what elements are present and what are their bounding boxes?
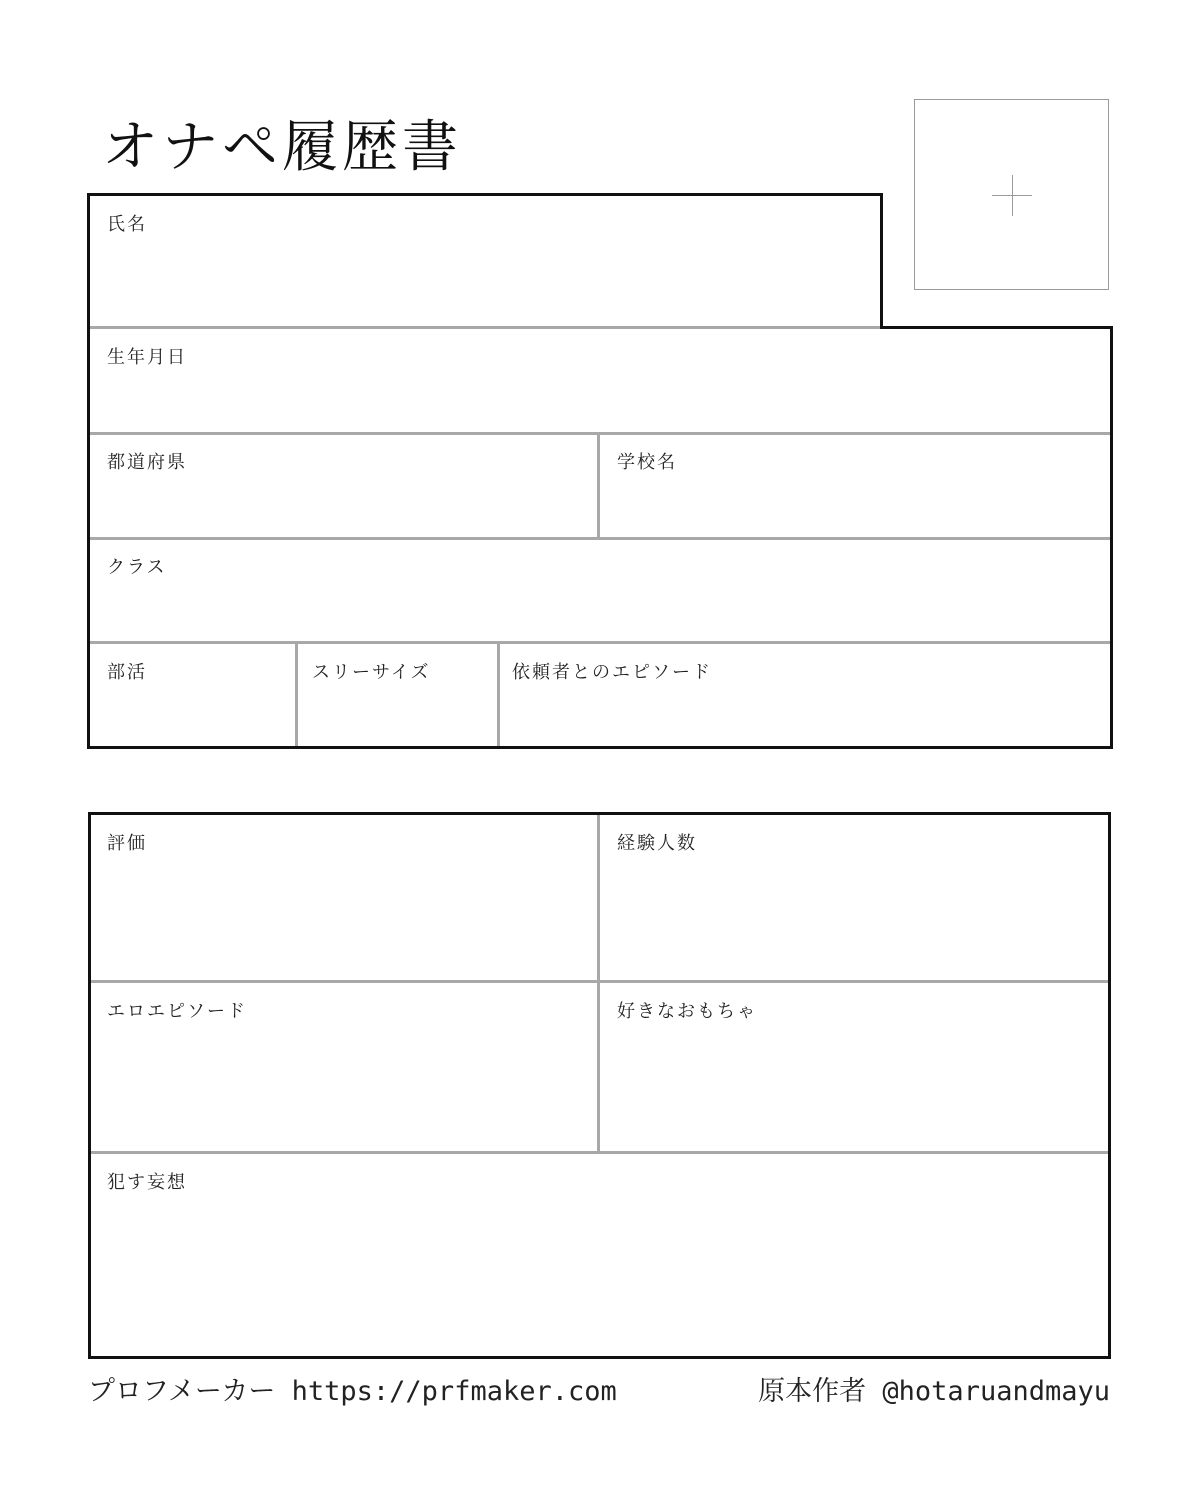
class-field[interactable]	[90, 539, 1110, 642]
fantasy-field[interactable]	[90, 1154, 1108, 1356]
school-label: 学校名	[617, 452, 677, 473]
frame-edge	[880, 193, 883, 329]
ero-episode-label: エロエピソード	[107, 1001, 247, 1022]
favorite-toy-field[interactable]	[600, 983, 1108, 1151]
rating-field[interactable]	[90, 815, 598, 980]
class-label: クラス	[107, 557, 167, 578]
club-field[interactable]	[90, 644, 296, 746]
prefecture-label: 都道府県	[107, 452, 187, 473]
frame-edge	[87, 746, 1113, 749]
divider	[90, 537, 1110, 540]
footer-credit-author: 原本作者 @hotaruandmayu	[758, 1376, 1110, 1407]
client-episode-label: 依頼者とのエピソード	[512, 662, 712, 683]
footer-credit-site: プロフメーカー https://prfmaker.com	[88, 1376, 617, 1407]
plus-icon-vertical	[1012, 175, 1013, 216]
school-field[interactable]	[600, 434, 1110, 537]
birthday-label: 生年月日	[107, 347, 187, 368]
frame-edge	[1108, 812, 1111, 1359]
divider	[497, 644, 500, 746]
frame-edge	[88, 1356, 1111, 1359]
name-label: 氏名	[107, 214, 147, 235]
three-sizes-label: スリーサイズ	[312, 662, 431, 683]
three-sizes-field[interactable]	[298, 644, 498, 746]
divider	[90, 1151, 1108, 1154]
frame-edge	[87, 193, 883, 196]
divider	[90, 326, 880, 329]
divider	[90, 432, 1110, 435]
name-field[interactable]	[90, 196, 880, 327]
frame-edge	[88, 812, 91, 1359]
rating-label: 評価	[107, 833, 147, 854]
client-episode-field[interactable]	[500, 644, 1110, 746]
favorite-toy-label: 好きなおもちゃ	[617, 1001, 757, 1022]
birthday-field[interactable]	[90, 329, 1110, 432]
photo-upload-box[interactable]	[914, 99, 1109, 290]
club-label: 部活	[107, 662, 147, 683]
frame-edge	[88, 812, 1111, 815]
ero-episode-field[interactable]	[90, 983, 598, 1151]
prefecture-field[interactable]	[90, 434, 598, 537]
page-title: オナペ履歴書	[102, 115, 462, 180]
experience-count-field[interactable]	[600, 815, 1108, 980]
frame-edge	[87, 193, 90, 749]
divider	[90, 641, 1110, 644]
frame-edge	[1110, 326, 1113, 749]
divider	[295, 644, 298, 746]
divider	[597, 434, 600, 537]
fantasy-label: 犯す妄想	[107, 1172, 187, 1193]
frame-edge	[880, 326, 1113, 329]
divider	[597, 815, 600, 1151]
experience-count-label: 経験人数	[617, 833, 697, 854]
